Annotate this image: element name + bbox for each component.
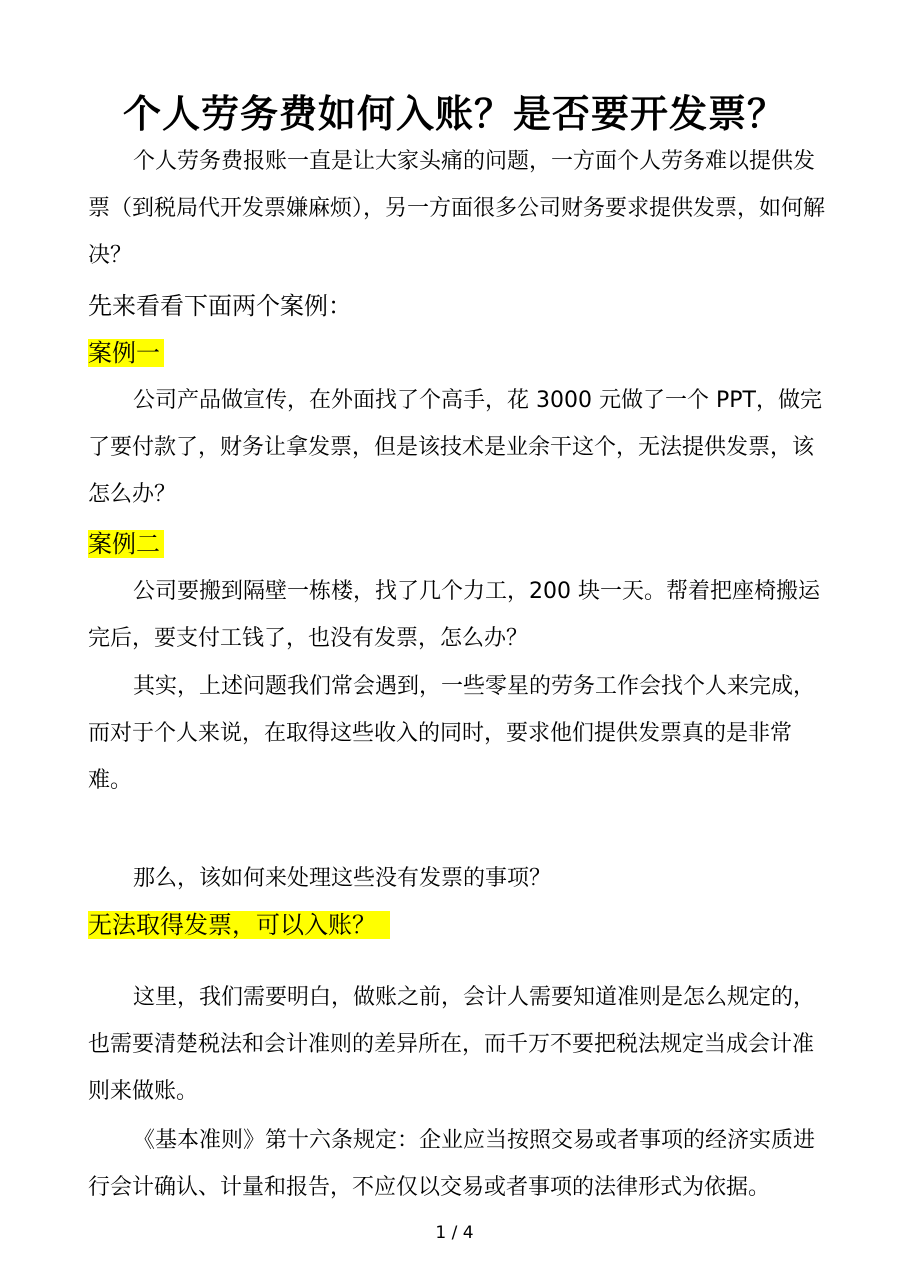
page-number: 1 / 4 [435,1223,474,1243]
intro-paragraph: 个人劳务费报账一直是让大家头痛的问题，一方面个人劳务难以提供发票（到税局代开发票嫌麻烦），另一方面很多公司财务要求提供发票，如何解决？ [88,149,826,268]
case2-paragraph: 公司要搬到隔壁一栋楼，找了几个力工，200 块一天。帮着把座椅搬运完后，要支付工钱了，也没有发票，怎么办？ [88,579,820,651]
case2-heading: 案例二 [88,530,164,558]
case1-heading-block [88,336,164,370]
standard-paragraph: 《基本准则》第十六条规定：企业应当按照交易或者事项的经济实质进行会计确认、计量和报告，不应仅以交易或者事项的法律形式为依据。 [88,1128,816,1200]
case2-heading-block [88,527,164,561]
case1-paragraph: 公司产品做宣传，在外面找了个高手，花 3000 元做了一个 PPT，做完了要付款了，财务让拿发票，但是该技术是业余干这个，无法提供发票，该怎么办？ [88,388,822,507]
actually-paragraph: 其实，上述问题我们常会遇到，一些零星的劳务工作会找个人来完成，而对于个人来说，在取得这些收入的同时，要求他们提供发票真的是非常难。 [88,674,816,793]
document-title: 个人劳务费如何入账？是否要开发票？ [122,92,786,136]
section-heading-block [88,908,390,942]
cases-heading: 先来看看下面两个案例： [88,292,352,320]
section-heading: 无法取得发票，可以入账？ [88,911,390,939]
here-paragraph: 这里，我们需要明白，做账之前，会计人需要知道准则是怎么规定的，也需要清楚税法和会计准则的差异所在，而千万不要把税法规定当成会计准则来做账。 [88,985,816,1104]
case1-heading: 案例一 [88,339,164,367]
question-paragraph: 那么，该如何来处理这些没有发票的事项？ [133,866,552,891]
